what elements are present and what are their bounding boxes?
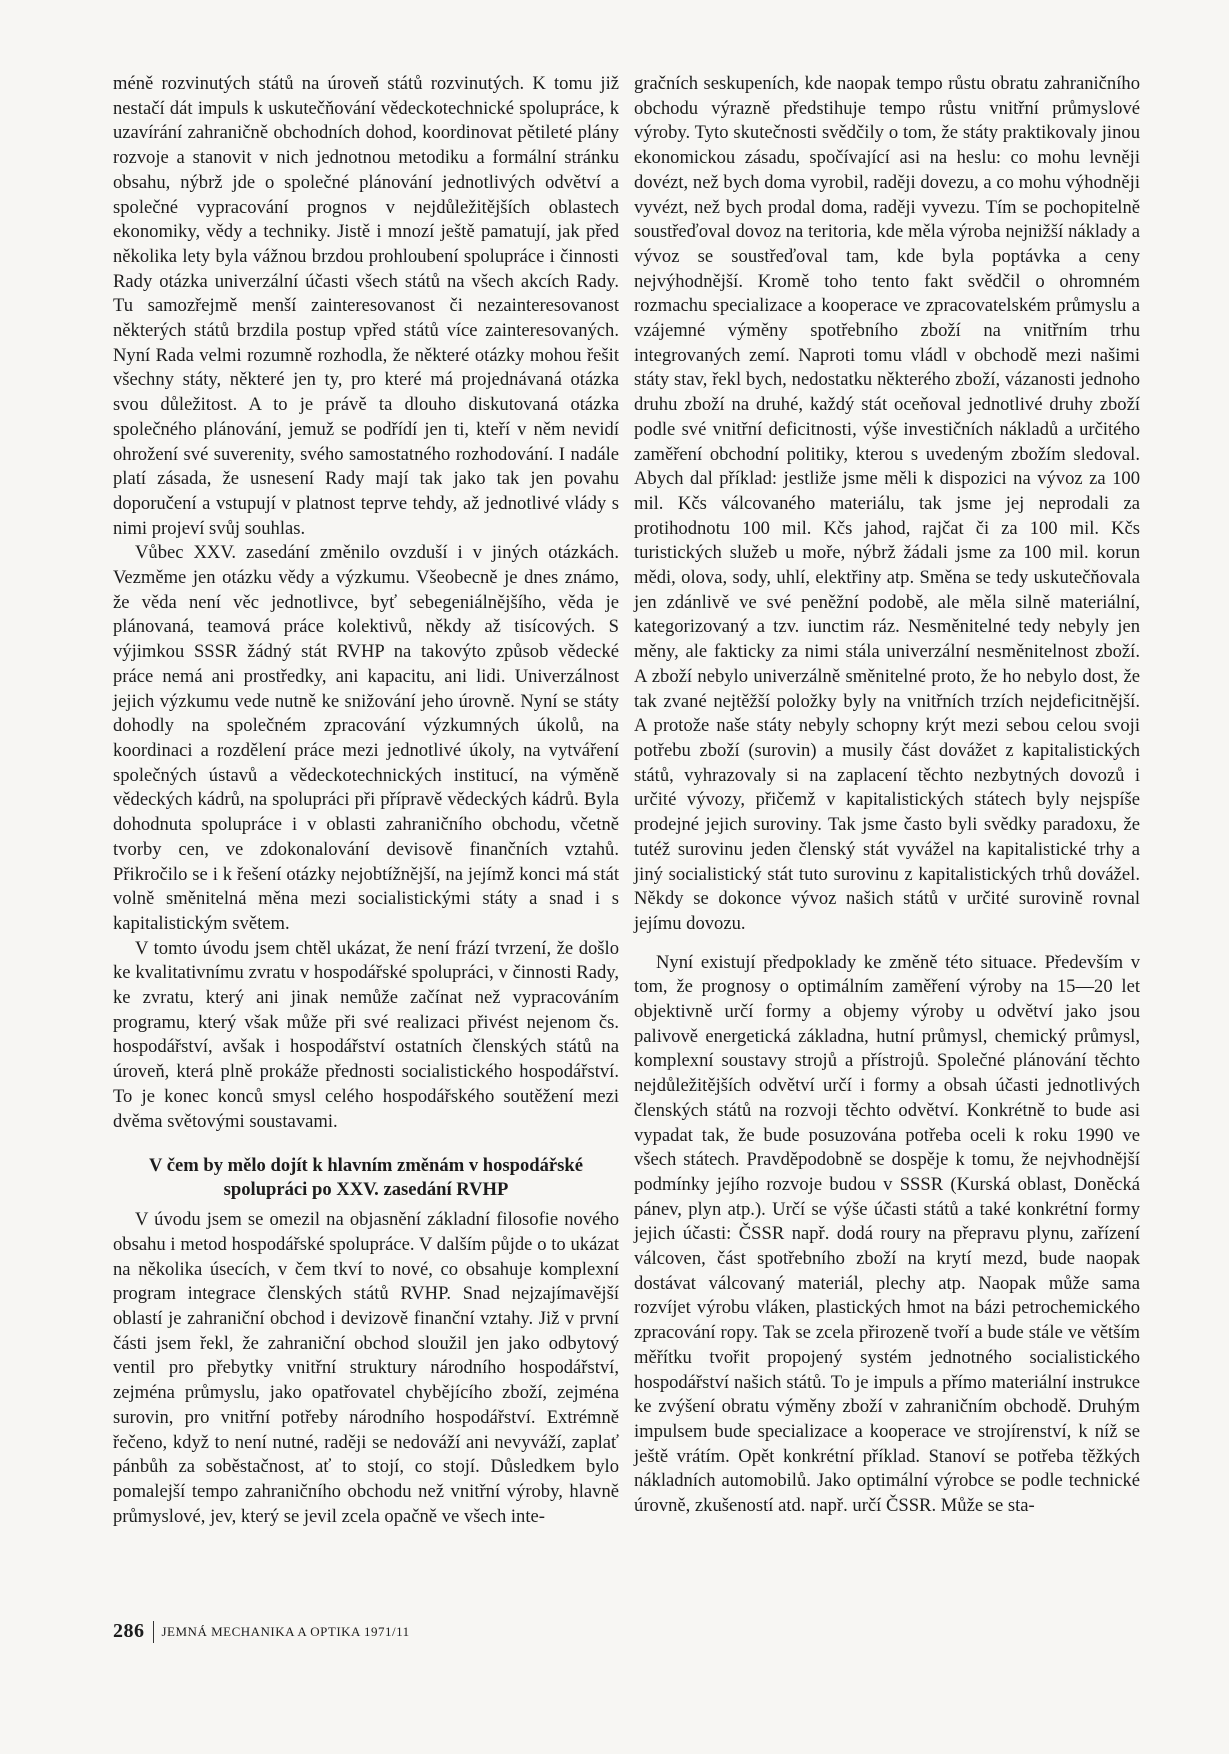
paragraph: méně rozvinutých států na úroveň států rozvinutých. K tomu již nestačí dát impuls k uskutečňování vědeckotechnické spolupráce, k uzavírání zahraničně obchodních dohod, koordinovat pětileté plány rozvoje a stanovit v nich jednotnou metodiku a formální stránku obsahu, nýbrž jde o společné plánování jednotlivých odvětví a společné vypracování prognos v nejdůležitějších oblastech ekonomiky, vědy a techniky. Jistě i mnozí ještě pamatují, jak před několika lety byla vážnou brzdou prohloubení spolupráce i činnosti Rady otázka univerzální účasti všech států na všech akcích Rady. Tu samozřejmě menší zainteresovanost či nezainteresovanost některých států brzdila postup vpřed států více zainteresovaných. Nyní Rada velmi rozumně rozhodla, že některé otázky mohou řešit všechny státy, některé jen ty, pro které má projednávaná otázka svou důležitost. A to je právě ta dlouho diskutovaná otázka společného plánování, jemuž se podřídí jen ti, kteří v něm nevidí ohrožení své suverenity, svého samostatného rozhodování. I nadále platí zásada, že usnesení Rady mají tak jako tak jen povahu doporučení a vstupují v platnost teprve tehdy, až jednotlivé vlády s nimi projeví svůj souhlas.	[113, 73, 619, 539]
page-number: 286	[113, 1620, 145, 1642]
left-column	[113, 72, 619, 1529]
section-heading: V čem by mělo dojít k hlavním změnám v hospodářské spolupráci po XXV. zasedání RVHP	[148, 1155, 584, 1201]
paragraph: gračních seskupeních, kde naopak tempo růstu obratu zahraničního obchodu výrazně předstihuje tempo růstu vnitřní průmyslové výroby. Tyto skutečnosti svědčily o tom, že státy praktikovaly jinou ekonomickou zásadu, spočívající asi na heslu: co mohu levněji dovézt, než bych doma vyrobil, raději dovezu, a co mohu výhodněji vyvézt, než bych prodal doma, raději vyvezu. Tím se pochopitelně soustřeďoval dovoz na teritoria, kde měla výroba nejnižší náklady a vývoz se soustřeďoval tam, kde byla poptávka a ceny nejvýhodnější. Kromě toho tento fakt svědčil o ohromném rozmachu specializace a kooperace ve zpracovatelském průmyslu a vzájemné výměny spotřebního zboží na vnitřním trhu integrovaných zemí. Naproti tomu vládl v obchodě mezi našimi státy stav, řekl bych, nedostatku některého zboží, vázanosti jednoho druhu zboží na druhé, každý stát oceňoval jednotlivé druhy zboží podle své vnitřní deficitnosti, výše investičních nákladů a určitého zaměření obchodní politiky, kterou s uvedeným zbožím sledoval. Abych dal příklad: jestliže jsme měli k dispozici na vývoz za 100 mil. Kčs válcovaného materiálu, tak jsme jej neprodali za protihodnotu 100 mil. Kčs jahod, rajčat či za 100 mil. Kčs turistických služeb u moře, nýbrž žádali jsme za 100 mil. korun mědi, olova, sody, uhlí, elektřiny atp. Směna se tedy uskutečňovala jen zdánlivě ve své peněžní podobě, ale měla silně materiální, kategorizovaný a tzv. iunctim ráz. Nesměnitelné tedy nebyly jen měny, ale fakticky za nimi stála univerzální nesměnitelnost zboží. A zboží nebylo univerzálně směnitelné proto, že ho nebylo dost, že tak zvané nejtěžší položky byly na vnitřních trzích nejdeficitnější. A protože naše státy nebyly schopny krýt mezi sebou celou svoji potřebu zboží (surovin) a musily část dovážet z kapitalistických států, vyhrazovaly si na zaplacení těchto nezbytných dovozů i určité vývozy, přičemž v kapitalistických státech byly nejspíše prodejné jejich suroviny. Tak jsme často byli svědky paradoxu, že tutéž surovinu jeden členský stát vyvážel na kapitalistické trhy a jiný socialistický stát tuto surovinu z kapitalistických trhů dovážel. Někdy se dokonce vývoz našich států v určité surovině rovnal jejímu dovozu.	[634, 73, 1140, 934]
paragraph: V tomto úvodu jsem chtěl ukázat, že není frází tvrzení, že došlo ke kvalitativnímu zvratu v hospodářské spolupráci, v činnosti Rady, ke zvratu, který ani jinak nemůže začínat než vypracováním programu, který však může při své realizaci přivést nejenom čs. hospodářství, avšak i hospodářství ostatních členských států na úroveň, která plně prokáže přednosti socialistického hospodářství. To je konec konců smysl celého hospodářského soutěžení mezi dvěma světovými soustavami.	[113, 937, 619, 1132]
paragraph: Vůbec XXV. zasedání změnilo ovzduší i v jiných otázkách. Vezměme jen otázku vědy a výzkumu. Všeobecně je dnes známo, že věda není věc jednotlivce, byť sebegeniálnějšího, věda je plánovaná, teamová práce kolektivů, někdy až tisícových. S výjimkou SSSR žádný stát RVHP na takovýto způsob vědecké práce nemá ani prostředky, ani kapacitu, ani lidi. Univerzálnost jejich výzkumu vede nutně ke snižování jeho úrovně. Nyní se státy dohodly na společném zpracování výzkumných úkolů, na koordinaci a rozdělení práce mezi jednotlivé úkoly, na vytváření společných ústavů a vědeckotechnických institucí, na výměně vědeckých kádrů, na spolupráci při přípravě vědeckých kádrů. Byla dohodnuta spolupráce i v oblasti zahraničního obchodu, včetně tvorby cen, ve zdokonalování devisově finančních vztahů. Přikročilo se i k řešení otázky nejobtížnější, na jejímž konci má stát volně směnitelná měna mezi socialistickými státy a snad i s kapitalistickým světem.	[113, 542, 619, 934]
paragraph: Nyní existují předpoklady ke změně této situace. Především v tom, že prognosy o optimálním zaměření výroby na 15—20 let objektivně určí formy a objemy výroby u odvětví jako jsou palivově energetická základna, hutní průmysl, chemický průmysl, komplexní soustavy strojů a přístrojů. Společné plánování těchto nejdůležitějších odvětví určí i formy a obsah účasti jednotlivých členských států na rozvoji těchto odvětví. Konkrétně to bude asi vypadat tak, že bude posuzována potřeba oceli k roku 1990 ve všech státech. Pravděpodobně se dospěje k tomu, že nejvhodnější podmínky jejího rozvoje budou v SSSR (Kurská oblast, Doněcká pánev, plyn atp.). Určí se výše účasti států a také konkrétní formy jejich účasti: ČSSR např. dodá roury na přepravu plynu, zařízení válcoven, část spotřebního zboží na krytí mezd, bude naopak dostávat válcovaný materiál, plechy atp. Naopak může sama rozvíjet výrobu vláken, plastických hmot na bázi petrochemického zpracování ropy. Tak se zcela přirozeně tvoří a bude stále ve větším měřítku tvořit propojený systém jednotného socialistického hospodářství našich států. To je impuls a přímo materiální instrukce ke zvýšení obratu výměny zboží v zahraničním obchodě. Druhým impulsem bude specializace a kooperace ve strojírenství, k níž se ještě vrátím. Opět konkrétní příklad. Stanoví se potřeba těžkých nákladních automobilů. Jako optimální výrobce se podle technické úrovně, zkušeností atd. např. určí ČSSR. Může se sta-	[634, 951, 1140, 1517]
page-footer	[113, 1620, 410, 1643]
paragraph: V úvodu jsem se omezil na objasnění základní filosofie nového obsahu i metod hospodářské spolupráce. V dalším půjde o to ukázat na několika úsecích, v čem tkví to nové, co obsahuje komplexní program integrace členských států RVHP. Snad nejzajímavější oblastí je zahraniční obchod i devizově finanční vztahy. Již v první části jsem řekl, že zahraniční obchod sloužil jen jako odbytový ventil pro přebytky vnitřní struktury národního hospodářství, zejména průmyslu, jako opatřovatel chybějícího zboží, zejména surovin, pro vnitřní potřeby národního hospodářství. Extrémně řečeno, když to není nutné, raději se nedováží ani nevyváží, zaplať pánbůh za soběstačnost, ať to stojí, co stojí. Důsledkem bylo pomalejší tempo zahraničního obchodu než vnitřní výroby, hlavně průmyslové, jev, který se jevil zcela opačně ve všech inte-	[113, 1209, 619, 1527]
footer-divider	[153, 1621, 154, 1643]
right-column	[634, 72, 1140, 1519]
journal-name: JEMNÁ MECHANIKA A OPTIKA 1971/11	[161, 1623, 410, 1639]
